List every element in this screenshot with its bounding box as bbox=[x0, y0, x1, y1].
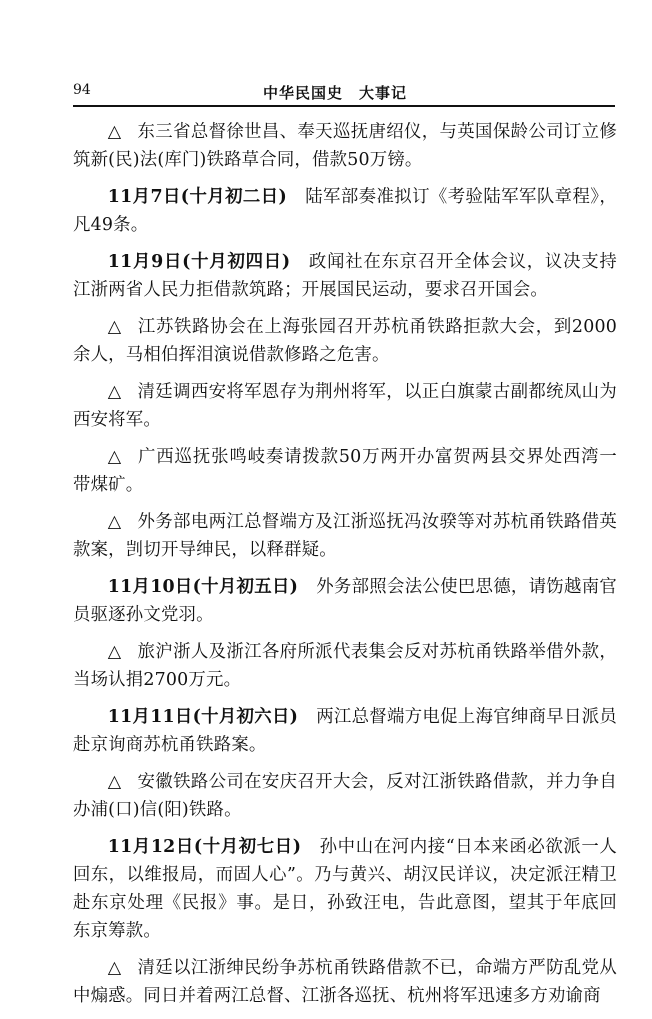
running-header bbox=[73, 80, 613, 104]
triangle-marker: △ bbox=[107, 122, 122, 142]
book-title: 中华民国史 大事记 bbox=[263, 84, 408, 102]
chronicle-entry bbox=[73, 183, 617, 239]
header-rule bbox=[73, 105, 615, 107]
triangle-marker: △ bbox=[107, 317, 122, 337]
chronicle-entry bbox=[73, 118, 617, 174]
chronicle-entry bbox=[73, 833, 617, 945]
chronicle-entry bbox=[73, 248, 617, 304]
entry-date: 11月12日(十月初七日) bbox=[107, 837, 302, 857]
chronicle-entry bbox=[73, 954, 617, 1010]
triangle-marker: △ bbox=[107, 958, 122, 978]
chronicle-entry bbox=[73, 443, 617, 499]
entry-date: 11月11日(十月初六日) bbox=[107, 707, 299, 727]
entry-text: 陆军部奏准拟订《考验陆军军队章程》，凡49条。 bbox=[73, 187, 617, 235]
entry-text: 政闻社在东京召开全体会议，议决支持江浙两省人民力拒借款筑路；开展国民运动，要求召开国会。 bbox=[73, 252, 617, 300]
chronicle-entry bbox=[73, 378, 617, 434]
entry-text: 外务部电两江总督端方及江浙巡抚冯汝骙等对苏杭甬铁路借英款案，剀切开导绅民，以释群疑。 bbox=[73, 512, 617, 560]
entry-date: 11月7日(十月初二日) bbox=[107, 187, 287, 207]
entry-date: 11月10日(十月初五日) bbox=[107, 577, 299, 597]
triangle-marker: △ bbox=[107, 512, 122, 532]
entry-text: 江苏铁路协会在上海张园召开苏杭甬铁路拒款大会，到2000余人，马相伯挥泪演说借款修路之危害。 bbox=[73, 317, 617, 365]
triangle-marker: △ bbox=[107, 772, 122, 792]
triangle-marker: △ bbox=[107, 382, 122, 402]
entry-text: 广西巡抚张鸣岐奏请拨款50万两开办富贺两县交界处西湾一带煤矿。 bbox=[73, 447, 617, 495]
chronicle-entry bbox=[73, 768, 617, 824]
entry-text: 孙中山在河内接“日本来函必欲派一人回东，以维报局，而固人心”。乃与黄兴、胡汉民详议，决定派汪精卫赴东京处理《民报》事。是日，孙致汪电，告此意图，望其于年底回东京筹款。 bbox=[73, 837, 617, 941]
entry-text: 清廷调西安将军恩存为荆州将军，以正白旗蒙古副都统凤山为西安将军。 bbox=[73, 382, 617, 430]
entry-date: 11月9日(十月初四日) bbox=[107, 252, 291, 272]
entry-text: 安徽铁路公司在安庆召开大会，反对江浙铁路借款，并力争自办浦(口)信(阳)铁路。 bbox=[73, 772, 617, 820]
page-number: 94 bbox=[73, 82, 91, 98]
entry-text: 两江总督端方电促上海官绅商早日派员赴京询商苏杭甬铁路案。 bbox=[73, 707, 617, 755]
chronicle-entry bbox=[73, 638, 617, 694]
triangle-marker: △ bbox=[107, 642, 122, 662]
entry-text: 清廷以江浙绅民纷争苏杭甬铁路借款不已，命端方严防乱党从中煽惑。同日并着两江总督、江浙各巡抚、杭州将军迅速多方劝谕商 bbox=[73, 958, 617, 1006]
chronicle-entry bbox=[73, 508, 617, 564]
entry-text: 旅沪浙人及浙江各府所派代表集会反对苏杭甬铁路举借外款，当场认捐2700万元。 bbox=[73, 642, 617, 690]
chronicle-entry bbox=[73, 313, 617, 369]
chronicle-entry bbox=[73, 703, 617, 759]
entry-text: 东三省总督徐世昌、奉天巡抚唐绍仪，与英国保龄公司订立修筑新(民)法(库门)铁路草合同，借款50万镑。 bbox=[73, 122, 617, 170]
chronicle-entry bbox=[73, 573, 617, 629]
chronicle-entries bbox=[73, 118, 617, 1019]
entry-text: 外务部照会法公使巴思德，请饬越南官员驱逐孙文党羽。 bbox=[73, 577, 617, 625]
triangle-marker: △ bbox=[107, 447, 123, 467]
